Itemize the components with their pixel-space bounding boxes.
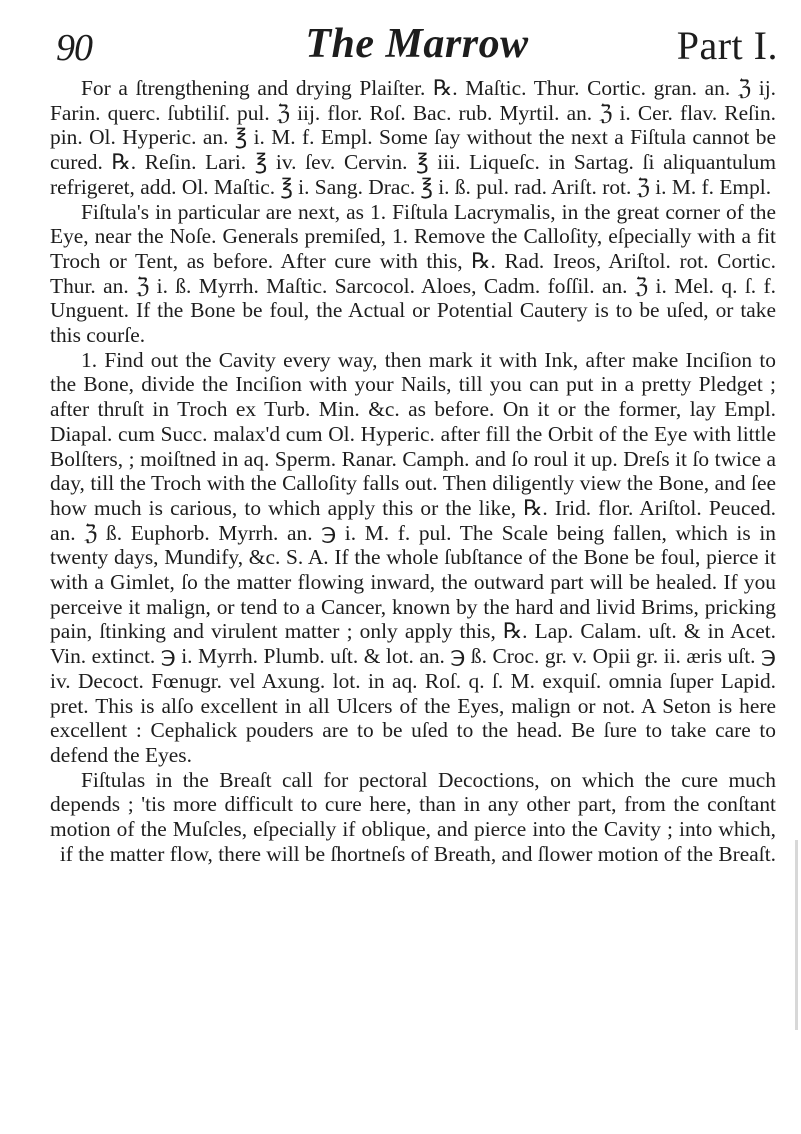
running-title: The Marrow — [305, 21, 529, 67]
part-label: Part I. — [676, 23, 778, 68]
paragraph-plaister-recipe: For a ſtrengthening and drying Plaiſter. ℞. Maſtic. Thur. Cortic. gran. an. ℨ ij. Farin. querc. ſubtiliſ. pul. ℨ iij. flor. Roſ. Bac. rub. Myrtil. an. ℨ i. Cer. flav. Reſin. pin. Ol. Hyperic. an. ℥ i. M. f. Empl. Some ſay without the next a Fiſtula cannot be cured. ℞. Reſin. Lari. ℥ iv. ſev. Cervin. ℥ iii. Liqueſc. in Sartag. ſi aliquantulum refrigeret, add. Ol. Maſtic. ℥ i. Sang. Drac. ℥ i. ß. pul. rad. Ariſt. rot. ℨ i. M. f. Empl. — [50, 76, 776, 199]
running-header — [56, 18, 778, 76]
paragraph-fistulas-breast: Fiſtulas in the Breaſt call for pectoral Decoctions, on which the cure much depends ; 'tis more difficult to cure here, than in any other part, from the conſtant motion of the Muſcles, eſpecially if oblique, and pierce into the Cavity ; into which, if the matter flow, there will be ſhortneſs of Breath, and ſlower motion of the Breaſt. — [50, 767, 776, 866]
page-number: 90 — [56, 27, 92, 69]
page-body — [50, 76, 776, 867]
paragraph-cavity-procedure: 1. Find out the Cavity every way, then mark it with Ink, after make Inciſion to the Bone, divide the Inciſion with your Nails, till you can put in a pretty Pledget ; after thruſt in Troch ex Turb. Min. &c. as before. On it or the former, lay Empl. Diapal. cum Succ. malax'd cum Ol. Hyperic. after fill the Orbit of the Eye with little Bolſters, ; moiſtned in aq. Sperm. Ranar. Camph. and ſo roul it up. Dreſs it ſo twice a day, till the Troch with the Calloſity falls out. Then diligently view the Bone, and ſee how much is carious, to which apply this or the like, ℞. Irid. flor. Ariſtol. Peuced. an. ℨ ß. Euphorb. Myrrh. an. ℈ i. M. f. pul. The Scale being fallen, which is in twenty days, Mundify, &c. S. A. If the whole ſubſtance of the Bone be foul, pierce it with a Gimlet, ſo the matter flowing inward, the outward part will be healed. If you perceive it malign, or tend to a Cancer, known by the hard and livid Brims, pricking pain, ſtinking and virulent matter ; only apply this, ℞. Lap. Calam. uſt. & in Acet. Vin. extinct. ℈ i. Myrrh. Plumb. uſt. & lot. an. ℈ ß. Croc. gr. v. Opii gr. ii. æris uſt. ℈ iv. Decoct. Fœnugr. vel Axung. lot. in aq. Roſ. q. ſ. M. exquiſ. omnia ſuper Lapid. pret. This is alſo excellent in all Ulcers of the Eyes, malign or not. A Seton is here excellent : Cephalick pouders are to be uſed to the head. Be ſure to take care to defend the Eyes. — [50, 347, 776, 767]
page-edge-shadow — [795, 840, 798, 1030]
paragraph-fistula-lacrymalis: Fiſtula's in particular are next, as 1. Fiſtula Lacrymalis, in the great corner of the Eye, near the Noſe. Generals premiſed, 1. Remove the Calloſity, eſpecially with a fit Troch or Tent, as before. After cure with this, ℞. Rad. Ireos, Ariſtol. rot. Cortic. Thur. an. ℨ i. ß. Myrrh. Maſtic. Sarcocol. Aloes, Cadm. foſſil. an. ℨ i. Mel. q. ſ. f. Unguent. If the Bone be foul, the Actual or Potential Cautery is to be uſed, or take this courſe. — [50, 199, 776, 348]
